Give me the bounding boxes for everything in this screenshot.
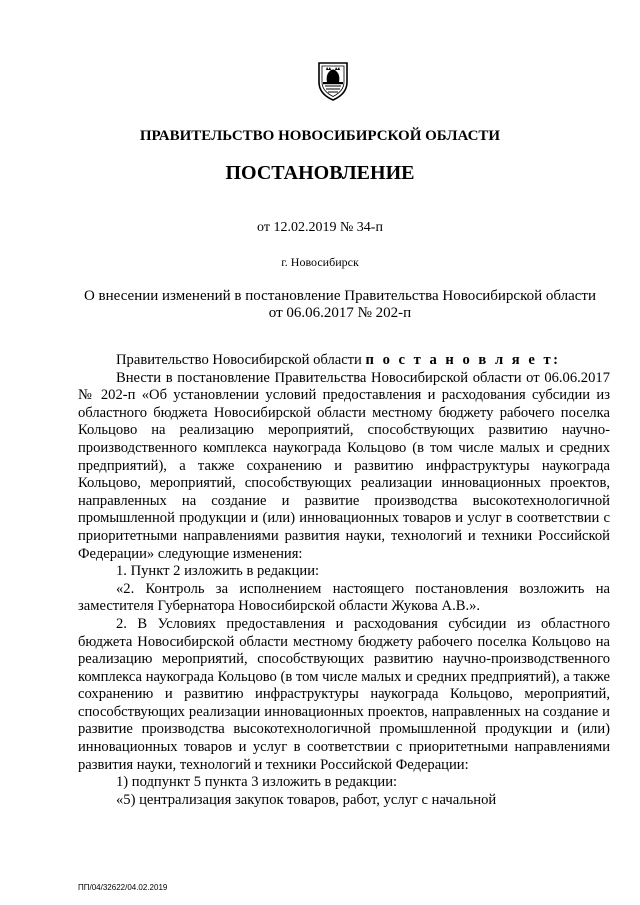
paragraph-item-1-text: «2. Контроль за исполнением настоящего постановления возложить на заместителя Губернатора Новосибирской области Жукова А.В.». [78, 580, 610, 615]
document-code: ПП/04/32622/04.02.2019 [78, 883, 168, 892]
resolves-keyword: п о с т а н о в л я е т: [365, 352, 561, 368]
paragraph-amend: Внести в постановление Правительства Новосибирской области от 06.06.2017 № 202-п «Об установлении условий предоставления и расходования субсидии из областного бюджета Новосибирской области местному бюджету рабочего поселка Кольцово на реализацию мероприятий, способствующих развитию научно-производственного комплекса наукограда Кольцово (в том числе малых и средних предприятий), а также сохранению и развитию инфраструктуры наукограда Кольцово, мероприятий, способствующих реализации инновационных проектов, направленных на создание и развитие производства высокотехнологичной промышленной продукции и (или) инновационных товаров и услуг в соответствии с приоритетными направлениями развития науки, технологий и техники Российской Федерации» следующие изменения: [78, 369, 610, 562]
subject-line-2: от 06.06.2017 № 202-п [268, 305, 412, 321]
organization-title: ПРАВИТЕЛЬСТВО НОВОСИБИРСКОЙ ОБЛАСТИ [139, 128, 501, 144]
document-body [78, 352, 610, 809]
subject-line-1: О внесении изменений в постановление Правительства Новосибирской области [83, 288, 597, 304]
paragraph-subitem-1: 1) подпункт 5 пункта 3 изложить в редакции: [116, 774, 398, 791]
paragraph-item-2: 2. В Условиях предоставления и расходования субсидии из областного бюджета Новосибирской области местному бюджету рабочего поселка Кольцово на реализацию мероприятий, способствующих развитию научно-производственного комплекса наукограда Кольцово (в том числе малых и средних предприятий), а также сохранению и развитию инфраструктуры наукограда Кольцово, мероприятий, способствующих реализации инновационных проектов, направленных на создание и развитие производства высокотехнологичной промышленной продукции и (или) инновационных товаров и услуг в соответствии с приоритетными направлениями развития науки, технологий и техники Российской Федерации: [78, 615, 610, 773]
city-label: г. Новосибирск [281, 255, 359, 269]
date-and-number: от 12.02.2019 № 34-п [257, 220, 383, 235]
paragraph-subitem-5-start: «5) централизация закупок товаров, работ, услуг с начальной [116, 791, 497, 808]
paragraph-item-1: 1. Пункт 2 изложить в редакции: [116, 563, 320, 580]
intro-text: Правительство Новосибирской области [116, 352, 366, 368]
document-type-title: ПОСТАНОВЛЕНИЕ [225, 162, 415, 184]
document-subject [60, 288, 620, 322]
novosibirsk-coat-of-arms-icon [316, 60, 350, 102]
resolution-intro [78, 352, 610, 370]
